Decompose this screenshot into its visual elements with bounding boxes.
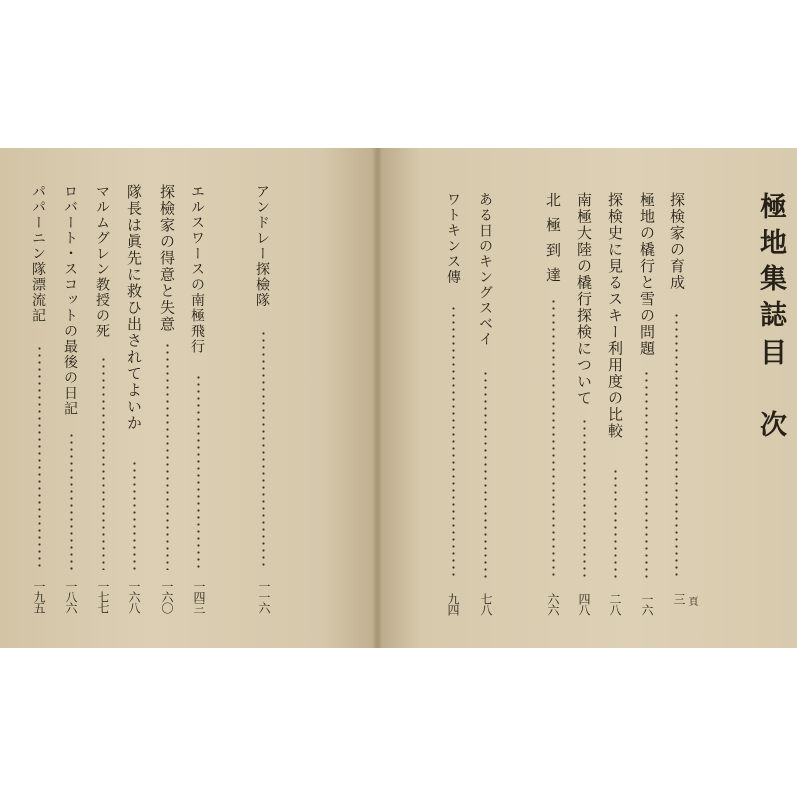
toc-entry-page: 一四三 [192, 580, 206, 613]
toc-entry-page: 六六 [546, 593, 560, 615]
toc-entry-title: 隊長は眞先に救ひ出されてよいか [125, 184, 143, 432]
toc-entry-title: エルスワースの南極飛行 [189, 184, 205, 355]
toc-entry-title: 探檢家の得意と失意 [158, 184, 176, 333]
toc-entry-title: 極地の橇行と雪の問題 [638, 192, 656, 357]
toc-entry-page: 一七七 [96, 580, 110, 613]
leader-dots [614, 468, 617, 580]
toc-entry-page: 一六〇 [160, 580, 174, 613]
toc-entry-page: 三 [672, 593, 686, 604]
toc-entry-title: 探検家の育成 [668, 192, 686, 291]
leader-dots [675, 312, 678, 580]
leader-dots [197, 374, 200, 570]
leader-dots [484, 370, 487, 580]
page-unit-label: 頁 [686, 596, 697, 605]
toc-entry-title: パパーニン隊漂流記 [30, 184, 46, 324]
book-gutter [372, 148, 382, 648]
toc-entry-title: ロバート・スコットの最後の日記 [62, 184, 78, 417]
toc-entry-title: アンドレー探檢隊 [254, 184, 270, 308]
leader-dots [552, 298, 555, 580]
leader-dots [166, 342, 169, 570]
toc-entry-page: 二八 [608, 593, 622, 615]
leader-dots [102, 356, 105, 570]
toc-entry-page: 一六八 [127, 580, 141, 613]
toc-entry-page: 七八 [479, 593, 493, 615]
leader-dots [38, 345, 41, 570]
toc-entry-page: 九四 [446, 593, 460, 615]
toc-entry-page: 一一六 [257, 580, 271, 613]
toc-entry-page: 一九五 [32, 580, 46, 613]
leader-dots [645, 370, 648, 580]
toc-entry-title: 南極大陸の橇行探検について [575, 192, 593, 407]
toc-entry-title: ワトキンス傳 [445, 192, 461, 285]
toc-entry-title: 探検史に見るスキー利用度の比較 [606, 192, 624, 440]
leader-dots [133, 460, 136, 570]
leader-dots [452, 305, 455, 580]
toc-entry-page: 一六 [640, 593, 654, 615]
leader-dots [70, 432, 73, 570]
toc-entry-title: マルムグレン教授の死 [94, 184, 110, 339]
toc-entry-title: 北極到達 [544, 192, 562, 292]
toc-entry-page: 四八 [577, 593, 591, 615]
toc-entry-page: 一八六 [64, 580, 78, 613]
leader-dots [583, 418, 586, 580]
leader-dots [262, 330, 265, 570]
book-title: 極地集誌 [755, 192, 786, 336]
toc-entry-title: ある日のキングスベイ [477, 192, 493, 347]
contents-heading: 目 次 [755, 338, 786, 446]
